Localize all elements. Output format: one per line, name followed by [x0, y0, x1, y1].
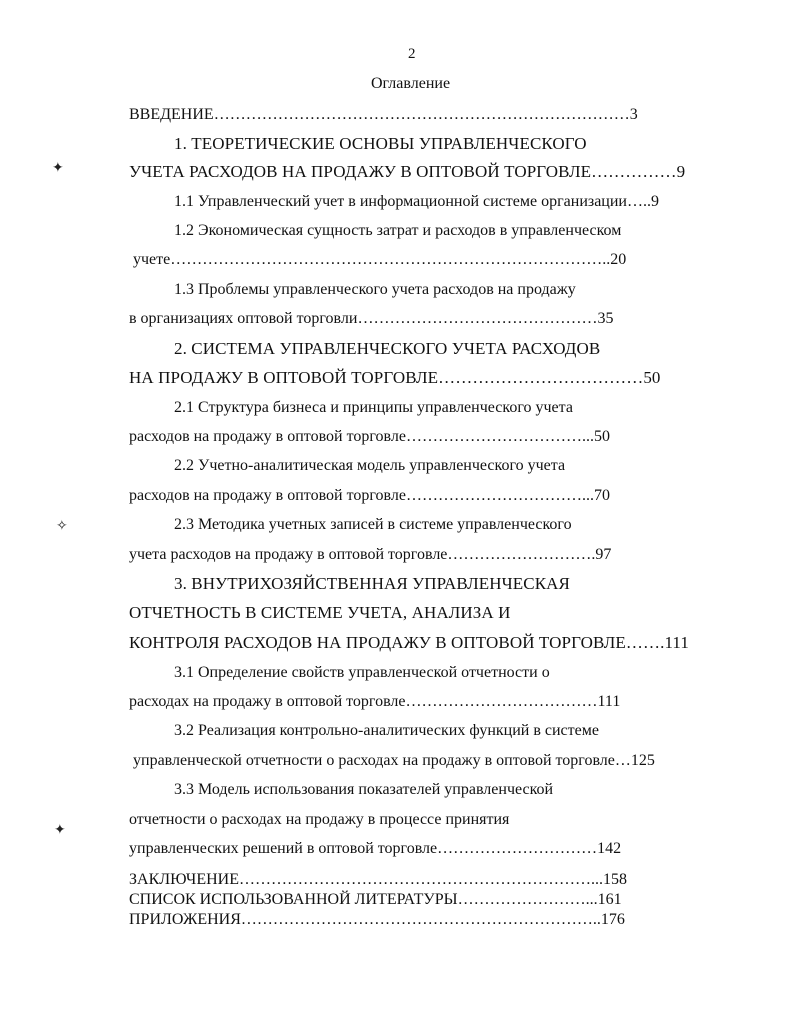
toc-chapter-2-entry: НА ПРОДАЖУ В ОПТОВОЙ ТОРГОВЛЕ………………………………50: [129, 368, 661, 387]
toc-section-3-3-heading: 3.3 Модель использования показателей управленческой: [174, 781, 554, 798]
toc-section-1-3-heading: 1.3 Проблемы управленческого учета расходов на продажу: [174, 281, 576, 298]
toc-entry-introduction: ВВЕДЕНИЕ……………………………………………………………………3: [129, 106, 638, 123]
toc-section-2-3-heading: 2.3 Методика учетных записей в системе управленческого: [174, 516, 572, 533]
toc-chapter-1-heading: 1. ТЕОРЕТИЧЕСКИЕ ОСНОВЫ УПРАВЛЕНЧЕСКОГО: [174, 134, 587, 153]
toc-section-3-3-entry: управленческих решений в оптовой торговле…………………………142: [129, 840, 622, 857]
toc-section-2-1-heading: 2.1 Структура бизнеса и принципы управленческого учета: [174, 399, 573, 416]
toc-chapter-3-heading-2: ОТЧЕТНОСТЬ В СИСТЕМЕ УЧЕТА, АНАЛИЗА И: [129, 603, 511, 622]
toc-section-2-2-entry: расходов на продажу в оптовой торговле……………………………...70: [129, 487, 610, 504]
margin-mark-icon: ✧: [56, 519, 68, 534]
toc-title: Оглавление: [371, 75, 451, 92]
toc-section-3-2-heading: 3.2 Реализация контрольно-аналитических функций в системе: [174, 722, 599, 739]
toc-chapter-1-entry: УЧЕТА РАСХОДОВ НА ПРОДАЖУ В ОПТОВОЙ ТОРГОВЛЕ……………9: [129, 162, 686, 181]
toc-section-1-2-entry: учете………………………………………………………………………..20: [133, 251, 627, 268]
toc-chapter-3-entry: КОНТРОЛЯ РАСХОДОВ НА ПРОДАЖУ В ОПТОВОЙ ТОРГОВЛЕ…….111: [129, 633, 689, 652]
toc-section-1-1: 1.1 Управленческий учет в информационной системе организации…..9: [174, 193, 659, 210]
toc-section-2-1-entry: расходов на продажу в оптовой торговле……………………………...50: [129, 428, 610, 445]
toc-entry-bibliography: СПИСОК ИСПОЛЬЗОВАННОЙ ЛИТЕРАТУРЫ……………………...161: [129, 891, 622, 908]
toc-entry-conclusion: ЗАКЛЮЧЕНИЕ…………………………………………………………...158: [129, 871, 627, 888]
toc-chapter-3-heading: 3. ВНУТРИХОЗЯЙСТВЕННАЯ УПРАВЛЕНЧЕСКАЯ: [174, 574, 570, 593]
toc-section-3-1-heading: 3.1 Определение свойств управленческой отчетности о: [174, 664, 550, 681]
margin-mark-icon: ✦: [54, 823, 66, 838]
toc-chapter-2-heading: 2. СИСТЕМА УПРАВЛЕНЧЕСКОГО УЧЕТА РАСХОДОВ: [174, 339, 601, 358]
toc-section-2-3-entry: учета расходов на продажу в оптовой торговле……………………….97: [129, 546, 612, 563]
toc-section-3-2-entry: управленческой отчетности о расходах на продажу в оптовой торговле…125: [133, 752, 655, 769]
toc-section-1-2-heading: 1.2 Экономическая сущность затрат и расходов в управленческом: [174, 222, 622, 239]
page-number: 2: [408, 46, 416, 62]
toc-section-3-1-entry: расходах на продажу в оптовой торговле………………………………111: [129, 693, 621, 710]
toc-section-1-3-entry: в организациях оптовой торговли………………………………………35: [129, 310, 614, 327]
toc-entry-appendices: ПРИЛОЖЕНИЯ…………………………………………………………..176: [129, 911, 625, 928]
margin-mark-icon: ✦: [52, 161, 64, 176]
toc-section-2-2-heading: 2.2 Учетно-аналитическая модель управленческого учета: [174, 457, 566, 474]
toc-section-3-3-heading-2: отчетности о расходах на продажу в процессе принятия: [129, 811, 510, 828]
